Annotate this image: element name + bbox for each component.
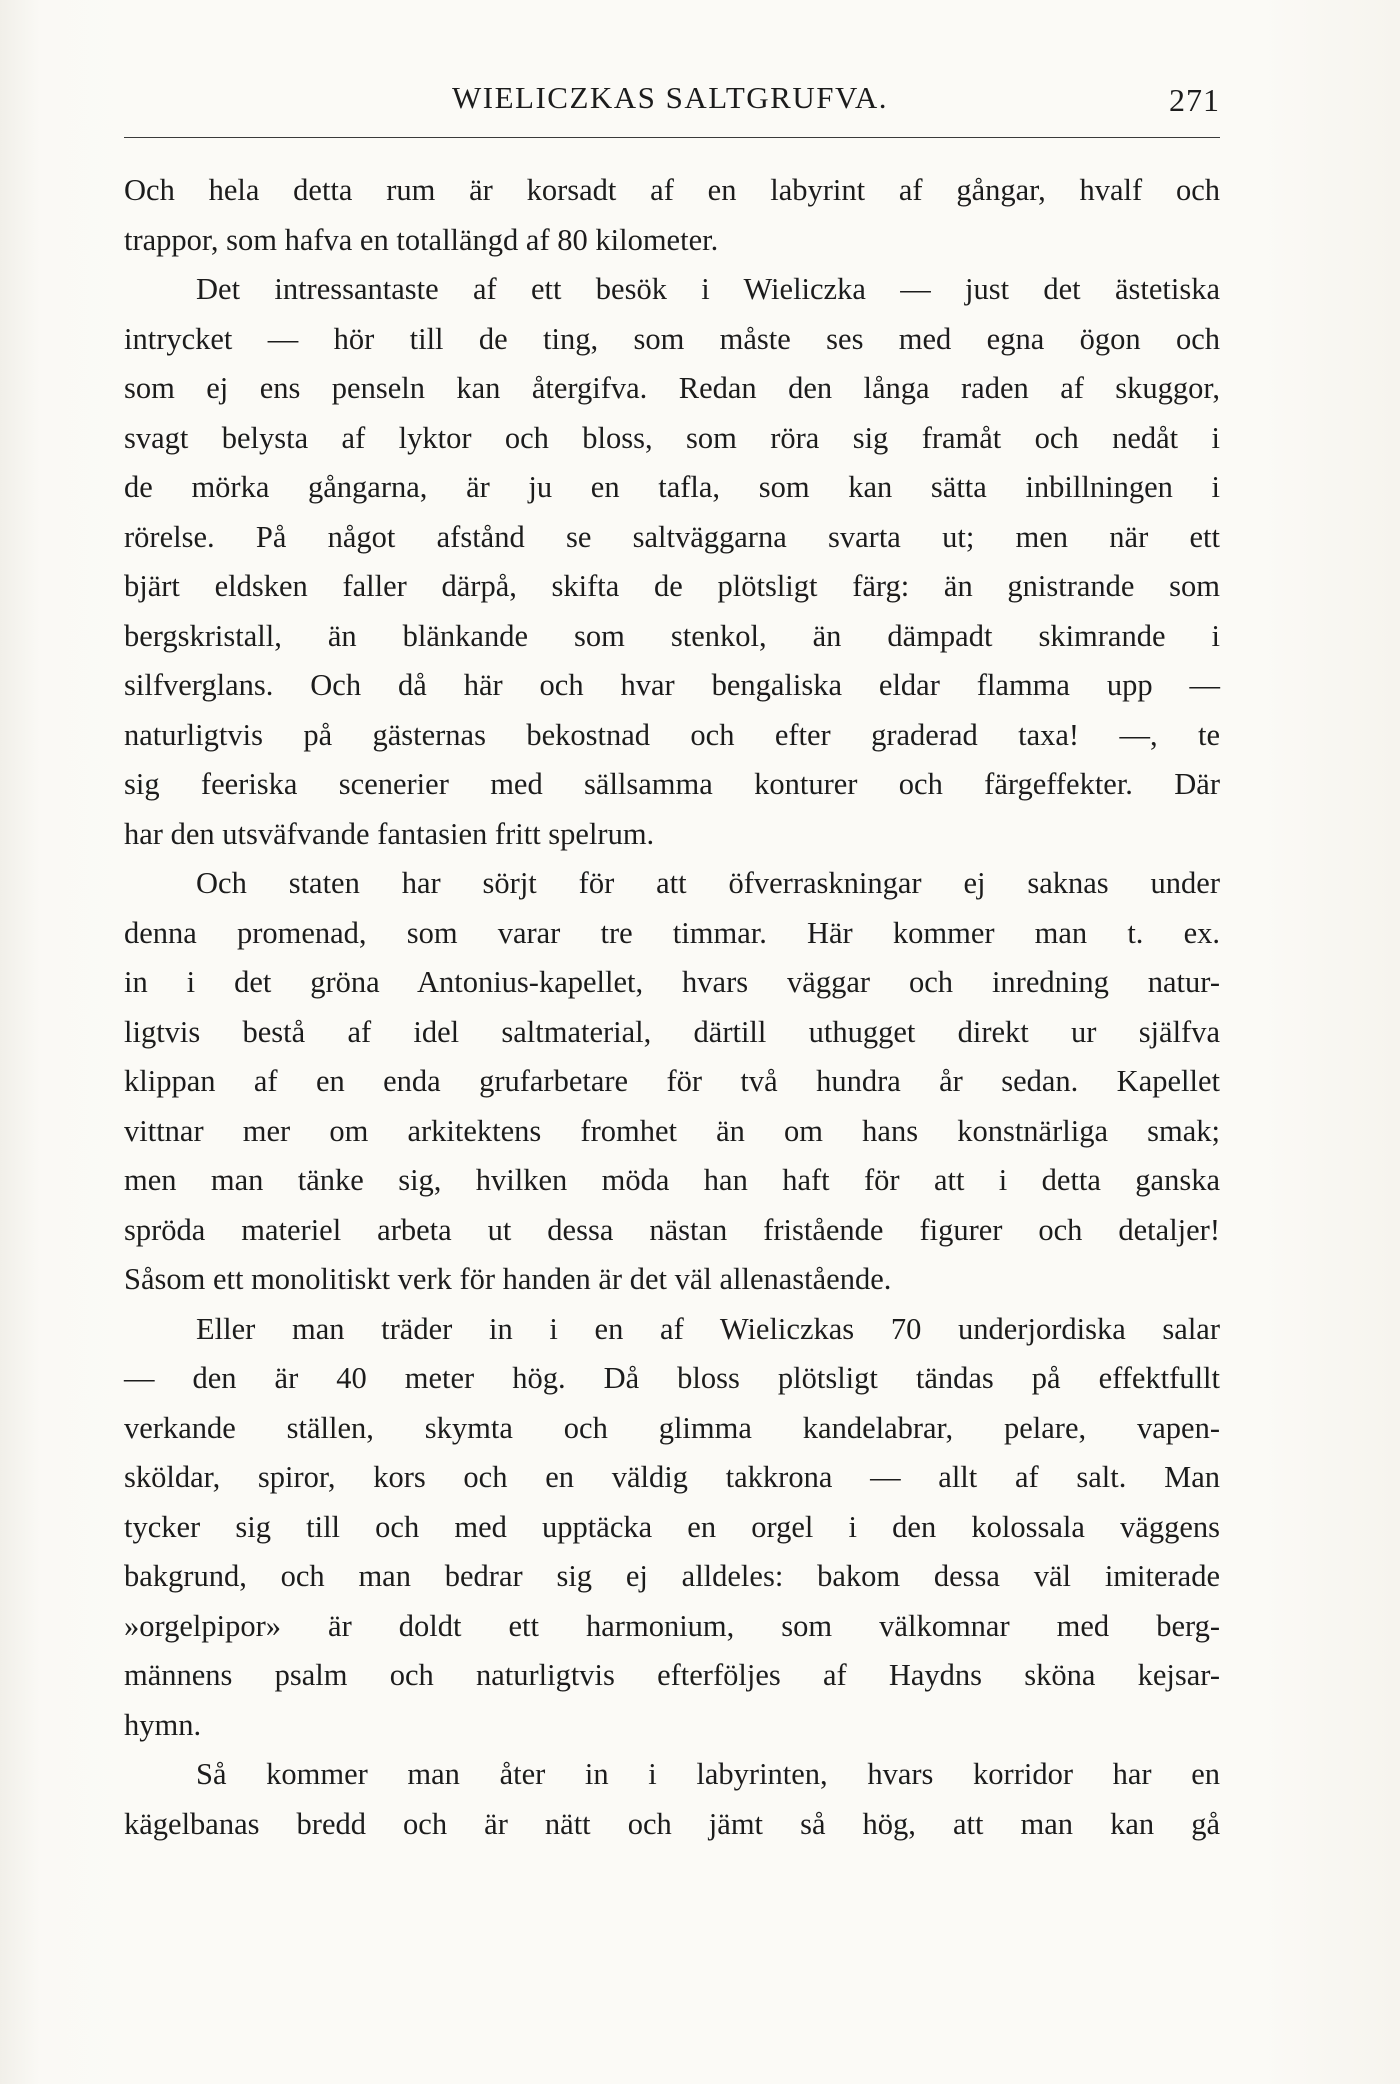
text-line: intrycket — hör till de ting, som måste ses med egna ögon och (124, 321, 1220, 356)
text-line: Och hela detta rum är korsadt af en labyrint af gångar, hvalf och (124, 173, 1220, 207)
running-title: WIELICZKAS SALTGRUFVA. (451, 80, 889, 115)
text-line: svagt belysta af lyktor och bloss, som röra sig framåt och nedåt i (124, 420, 1220, 455)
page-number: 271 (1169, 82, 1220, 118)
header-rule (124, 137, 1220, 138)
text-line: bjärt eldsken faller därpå, skifta de plötsligt färg: än gnistrande som (124, 569, 1220, 603)
text-line: Eller man träder in i en af Wieliczkas 70 underjordiska salar (196, 1311, 1220, 1346)
text-line: som ej ens penseln kan återgifva. Redan den långa raden af skuggor, (124, 371, 1220, 405)
text-line: — den är 40 meter hög. Då bloss plötsligt tändas på effektfullt (124, 1361, 1220, 1395)
text-line: männens psalm och naturligtvis efterföljes af Haydns sköna kejsar- (124, 1658, 1220, 1692)
paragraph (124, 265, 1220, 859)
text-line: naturligtvis på gästernas bekostnad och efter graderad taxa! —, te (124, 717, 1220, 752)
body-text (124, 166, 1220, 1849)
text-line: klippan af en enda grufarbetare för två hundra år sedan. Kapellet (124, 1064, 1220, 1098)
text-line: »orgelpipor» är doldt ett harmonium, som välkomnar med berg- (124, 1608, 1220, 1643)
text-line: Såsom ett monolitiskt verk för handen är det väl allenastående. (124, 1262, 892, 1296)
text-line: bakgrund, och man bedrar sig ej alldeles: bakom dessa väl imiterade (124, 1559, 1220, 1593)
text-line: Så kommer man åter in i labyrinten, hvars korridor har en (196, 1757, 1220, 1791)
paragraph (124, 859, 1220, 1305)
text-line: de mörka gångarna, är ju en tafla, som kan sätta inbillningen i (124, 470, 1220, 504)
text-line: har den utsväfvande fantasien fritt spelrum. (124, 816, 655, 851)
page-header (120, 78, 1220, 120)
text-line: sig feeriska scenerier med sällsamma konturer och färgeffekter. Där (124, 767, 1220, 801)
text-line: kägelbanas bredd och är nätt och jämt så hög, att man kan gå (124, 1806, 1220, 1841)
text-line: trappor, som hafva en totallängd af 80 kilometer. (124, 222, 719, 257)
text-line: sköldar, spiror, kors och en väldig takkrona — allt af salt. Man (124, 1460, 1220, 1494)
text-line: Det intressantaste af ett besök i Wieliczka — just det ästetiska (196, 272, 1220, 306)
text-line: silfverglans. Och då här och hvar bengaliska eldar flamma upp — (124, 668, 1220, 702)
text-line: ligtvis bestå af idel saltmaterial, därtill uthugget direkt ur själfva (124, 1014, 1220, 1049)
text-line: hymn. (124, 1707, 202, 1742)
text-line: verkande ställen, skymta och glimma kandelabrar, pelare, vapen- (124, 1410, 1220, 1445)
paragraph (124, 1750, 1220, 1849)
text-line: tycker sig till och med upptäcka en orgel i den kolossala väggens (124, 1509, 1220, 1544)
text-line: vittnar mer om arkitektens fromhet än om hans konstnärliga smak; (124, 1113, 1220, 1148)
text-line: bergskristall, än blänkande som stenkol, än dämpadt skimrande i (124, 618, 1220, 653)
text-line: rörelse. På något afstånd se saltväggarna svarta ut; men när ett (124, 519, 1220, 554)
text-line: spröda materiel arbeta ut dessa nästan fristående figurer och detaljer! (124, 1212, 1220, 1247)
paragraph (124, 166, 1220, 265)
paragraph (124, 1305, 1220, 1751)
text-line: Och staten har sörjt för att öfverraskningar ej saknas under (196, 866, 1220, 900)
text-line: in i det gröna Antonius-kapellet, hvars väggar och inredning natur- (124, 965, 1220, 999)
text-line: men man tänke sig, hvilken möda han haft för att i detta ganska (124, 1163, 1220, 1197)
text-line: denna promenad, som varar tre timmar. Här kommer man t. ex. (124, 915, 1220, 950)
